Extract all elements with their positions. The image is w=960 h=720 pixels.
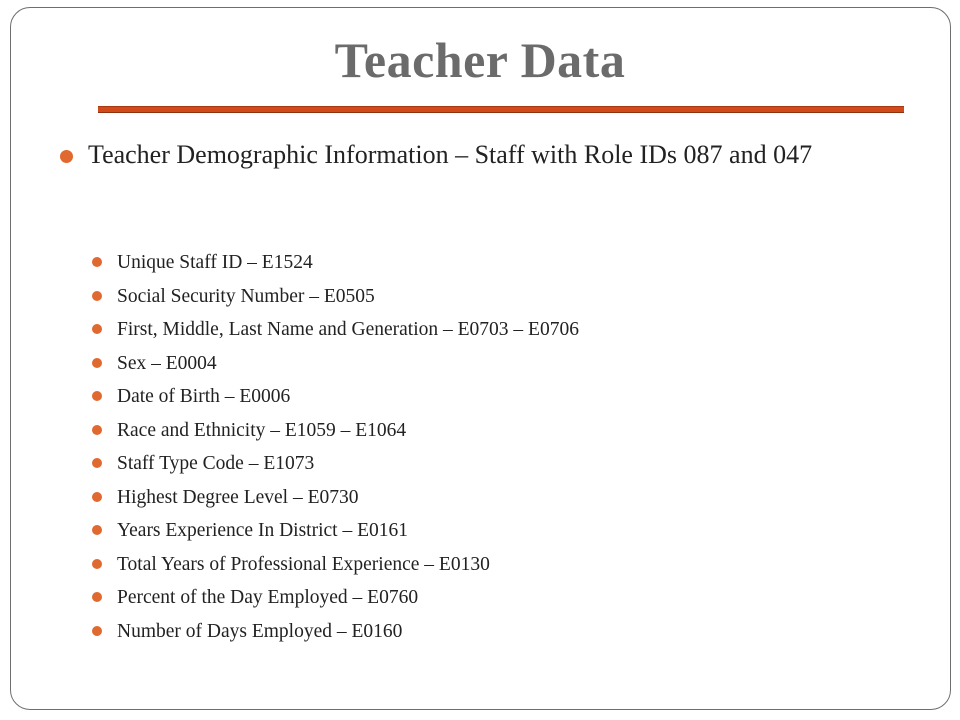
- bullet-icon: [92, 525, 102, 535]
- list-item: [0, 619, 960, 653]
- list-item-text: First, Middle, Last Name and Generation – E0703 – E0706: [117, 319, 579, 340]
- list-item-text: Sex – E0004: [117, 352, 217, 374]
- bullet-icon: [92, 626, 102, 636]
- list-item-text: Unique Staff ID – E1524: [117, 252, 313, 273]
- main-bullet-icon: [60, 150, 73, 163]
- list-item: [0, 552, 960, 586]
- title-underline: [98, 106, 904, 113]
- list-item: [0, 418, 960, 452]
- bullet-icon: [92, 559, 102, 569]
- list-item-text: Social Security Number – E0505: [117, 285, 375, 307]
- list-item: [0, 317, 960, 351]
- list-item: [0, 585, 960, 619]
- bullet-icon: [92, 592, 102, 602]
- list-item-text: Years Experience In District – E0161: [117, 520, 408, 541]
- bullet-icon: [92, 391, 102, 401]
- list-item-text: Staff Type Code – E1073: [117, 453, 315, 474]
- list-item: [0, 485, 960, 519]
- list-item: [0, 451, 960, 485]
- bullet-icon: [92, 257, 102, 267]
- list-item-text: Date of Birth – E0006: [117, 386, 291, 407]
- bullet-icon: [92, 291, 102, 301]
- bullet-icon: [92, 324, 102, 334]
- list-item: [0, 518, 960, 552]
- list-item-text: Total Years of Professional Experience – E0130: [117, 553, 490, 575]
- bullet-icon: [92, 425, 102, 435]
- list-item: [0, 250, 960, 284]
- list-item-text: Number of Days Employed – E0160: [117, 620, 403, 642]
- list-item-text: Highest Degree Level – E0730: [117, 486, 359, 508]
- bullet-icon: [92, 458, 102, 468]
- list-item: [0, 351, 960, 385]
- list-item: [0, 284, 960, 318]
- list-item-text: Race and Ethnicity – E1059 – E1064: [117, 419, 407, 441]
- bullet-icon: [92, 492, 102, 502]
- bullet-icon: [92, 358, 102, 368]
- sub-item-list: [0, 250, 960, 652]
- main-bullet-text: Teacher Demographic Information – Staff with Role IDs 087 and 047: [88, 140, 813, 169]
- list-item: [0, 384, 960, 418]
- slide-title: Teacher Data: [334, 32, 626, 88]
- list-item-text: Percent of the Day Employed – E0760: [117, 587, 419, 608]
